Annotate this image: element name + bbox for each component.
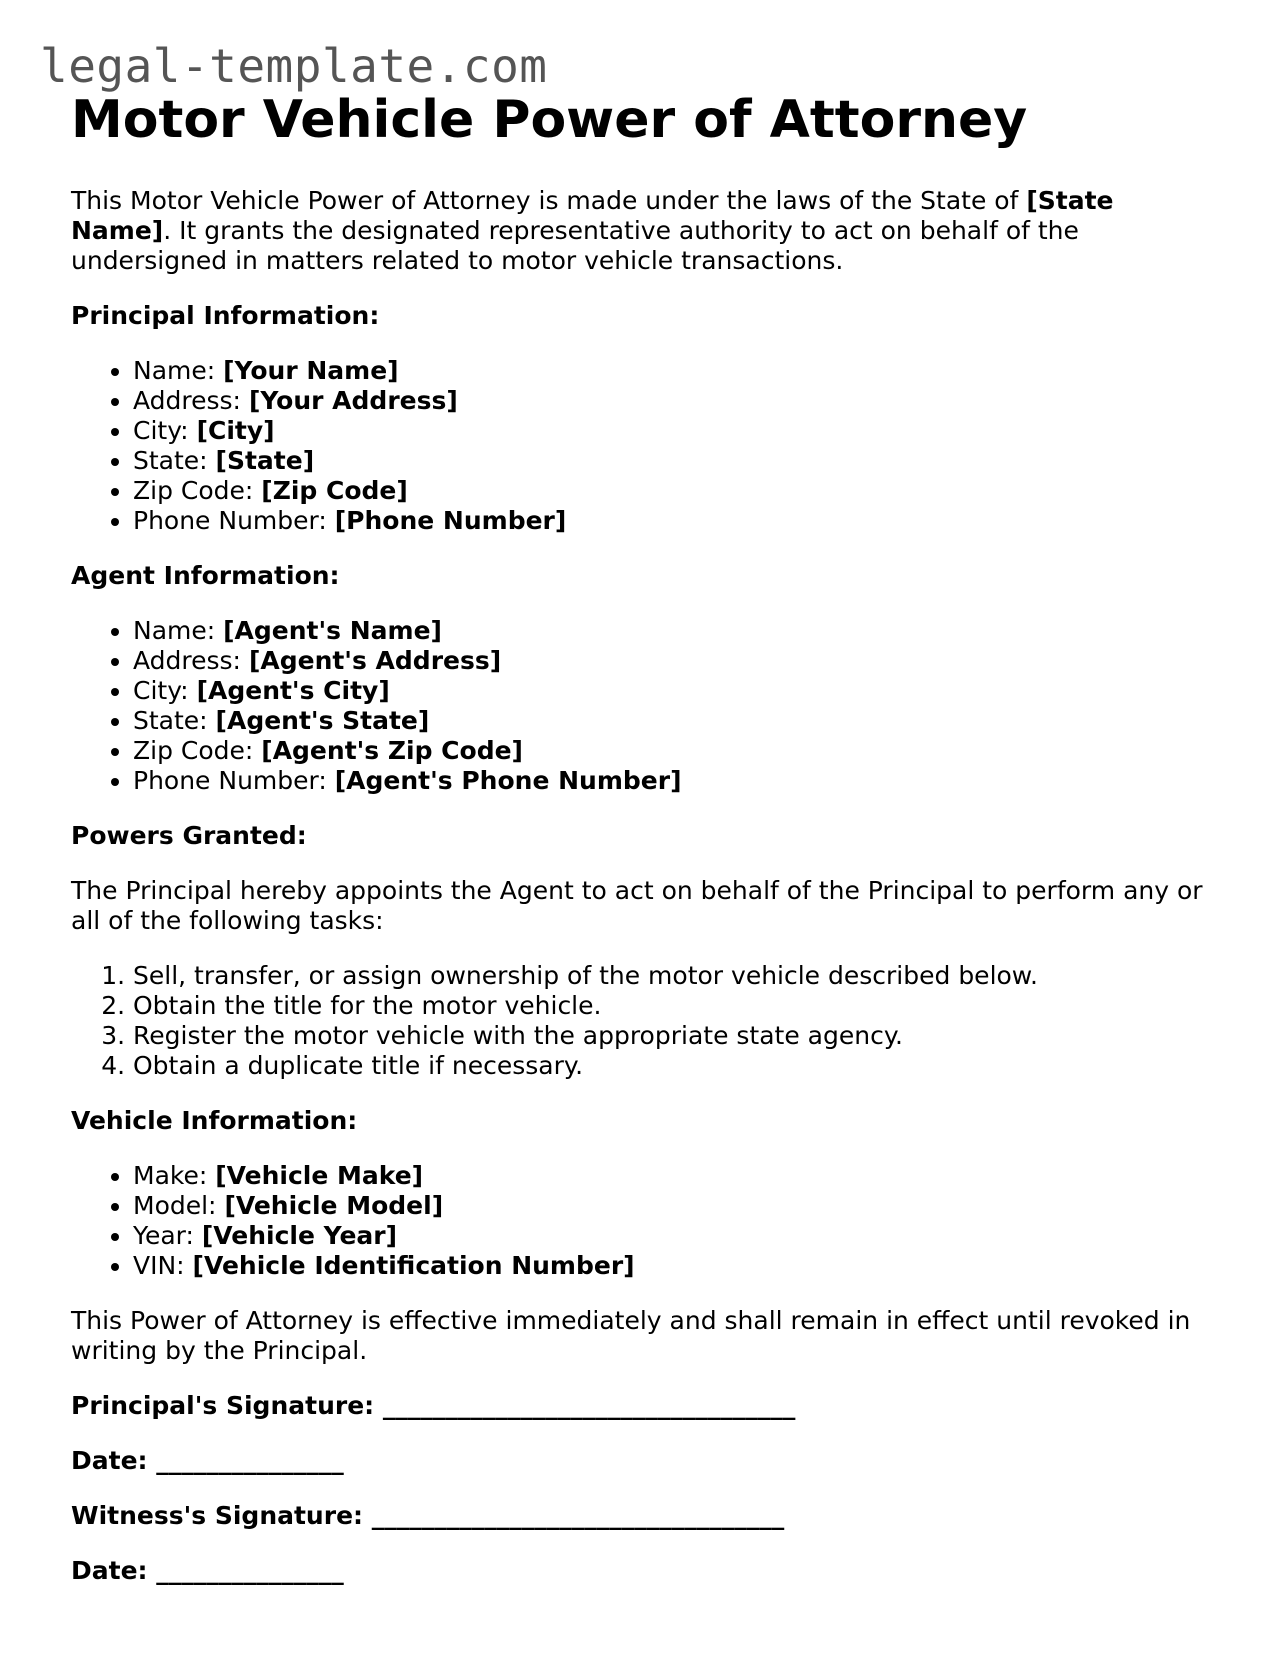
list-item (133, 416, 1221, 446)
powers-heading: Powers Granted: (71, 821, 307, 850)
field-label: Address: (133, 646, 249, 675)
field-value: [State] (215, 446, 315, 475)
witness-date-line: Date: _______________ (71, 1556, 344, 1585)
list-item (133, 766, 1221, 796)
field-value: [Agent's Address] (248, 646, 502, 675)
list-item (133, 1191, 1221, 1221)
watermark: legal-template.com (40, 39, 548, 93)
field-label: City: (133, 676, 197, 705)
list-item (133, 1221, 1221, 1251)
list-item (133, 1251, 1221, 1281)
field-label: State: (133, 446, 216, 475)
effective-statement: This Power of Attorney is effective immediately and shall remain in effect until revoked in writing by the Principal. (71, 1306, 1191, 1365)
list-item (133, 386, 1221, 416)
principal-date-line: Date: _______________ (71, 1446, 344, 1475)
field-value: [Phone Number] (334, 506, 567, 535)
field-value: [Agent's Zip Code] (261, 736, 523, 765)
list-item (133, 646, 1221, 676)
page-title: Motor Vehicle Power of Attorney (71, 90, 1028, 150)
field-label: Phone Number: (133, 506, 335, 535)
field-label: Zip Code: (133, 736, 262, 765)
principal-heading: Principal Information: (71, 301, 380, 330)
field-value: [Your Address] (248, 386, 458, 415)
field-label: Make: (133, 1161, 216, 1190)
principal-list (71, 356, 1221, 536)
vehicle-heading: Vehicle Information: (71, 1106, 358, 1135)
agent-heading: Agent Information: (71, 561, 340, 590)
list-item: 1. Sell, transfer, or assign ownership of the motor vehicle described below. (133, 961, 1221, 991)
field-label: Zip Code: (133, 476, 262, 505)
powers-intro: The Principal hereby appoints the Agent to act on behalf of the Principal to perform any or all of the following tasks: (71, 876, 1203, 935)
witness-signature-line: Witness's Signature: _________________________________ (71, 1501, 785, 1530)
field-label: Model: (133, 1191, 225, 1220)
field-label: Year: (133, 1221, 202, 1250)
field-label: City: (133, 416, 197, 445)
field-value: [Vehicle Year] (201, 1221, 398, 1250)
field-label: VIN: (133, 1251, 193, 1280)
field-value: [Vehicle Model] (224, 1191, 444, 1220)
list-item (133, 736, 1221, 766)
field-value: [Your Name] (223, 356, 399, 385)
field-value: [Agent's Name] (223, 616, 442, 645)
list-item (133, 676, 1221, 706)
field-value: [Agent's Phone Number] (334, 766, 682, 795)
list-item (133, 356, 1221, 386)
state-name-placeholder: [State Name] (71, 186, 1114, 245)
agent-list (71, 616, 1221, 796)
list-item (133, 1161, 1221, 1191)
intro-paragraph (71, 186, 1221, 276)
field-value: [Vehicle Identification Number] (192, 1251, 635, 1280)
list-item (133, 446, 1221, 476)
field-value: [Vehicle Make] (215, 1161, 424, 1190)
field-value: [Agent's City] (196, 676, 390, 705)
list-item: 2. Obtain the title for the motor vehicle. (133, 991, 1221, 1021)
field-label: Address: (133, 386, 249, 415)
field-label: State: (133, 706, 216, 735)
document (71, 88, 1221, 1611)
field-value: [Agent's State] (215, 706, 430, 735)
field-label: Name: (133, 616, 224, 645)
list-item: 4. Obtain a duplicate title if necessary. (133, 1051, 1221, 1081)
list-item (133, 616, 1221, 646)
list-item (133, 506, 1221, 536)
powers-list (71, 961, 1221, 1081)
intro-text-start: This Motor Vehicle Power of Attorney is made under the laws of the State of (71, 186, 1027, 215)
list-item (133, 706, 1221, 736)
field-value: [Zip Code] (261, 476, 408, 505)
principal-signature-line: Principal's Signature: _________________________________ (71, 1391, 796, 1420)
vehicle-list (71, 1161, 1221, 1281)
field-label: Name: (133, 356, 224, 385)
list-item: 3. Register the motor vehicle with the appropriate state agency. (133, 1021, 1221, 1051)
list-item (133, 476, 1221, 506)
field-value: [City] (196, 416, 275, 445)
intro-text-end: . It grants the designated representative authority to act on behalf of the undersigned in matters related to motor vehicle transactions. (71, 216, 1079, 275)
field-label: Phone Number: (133, 766, 335, 795)
